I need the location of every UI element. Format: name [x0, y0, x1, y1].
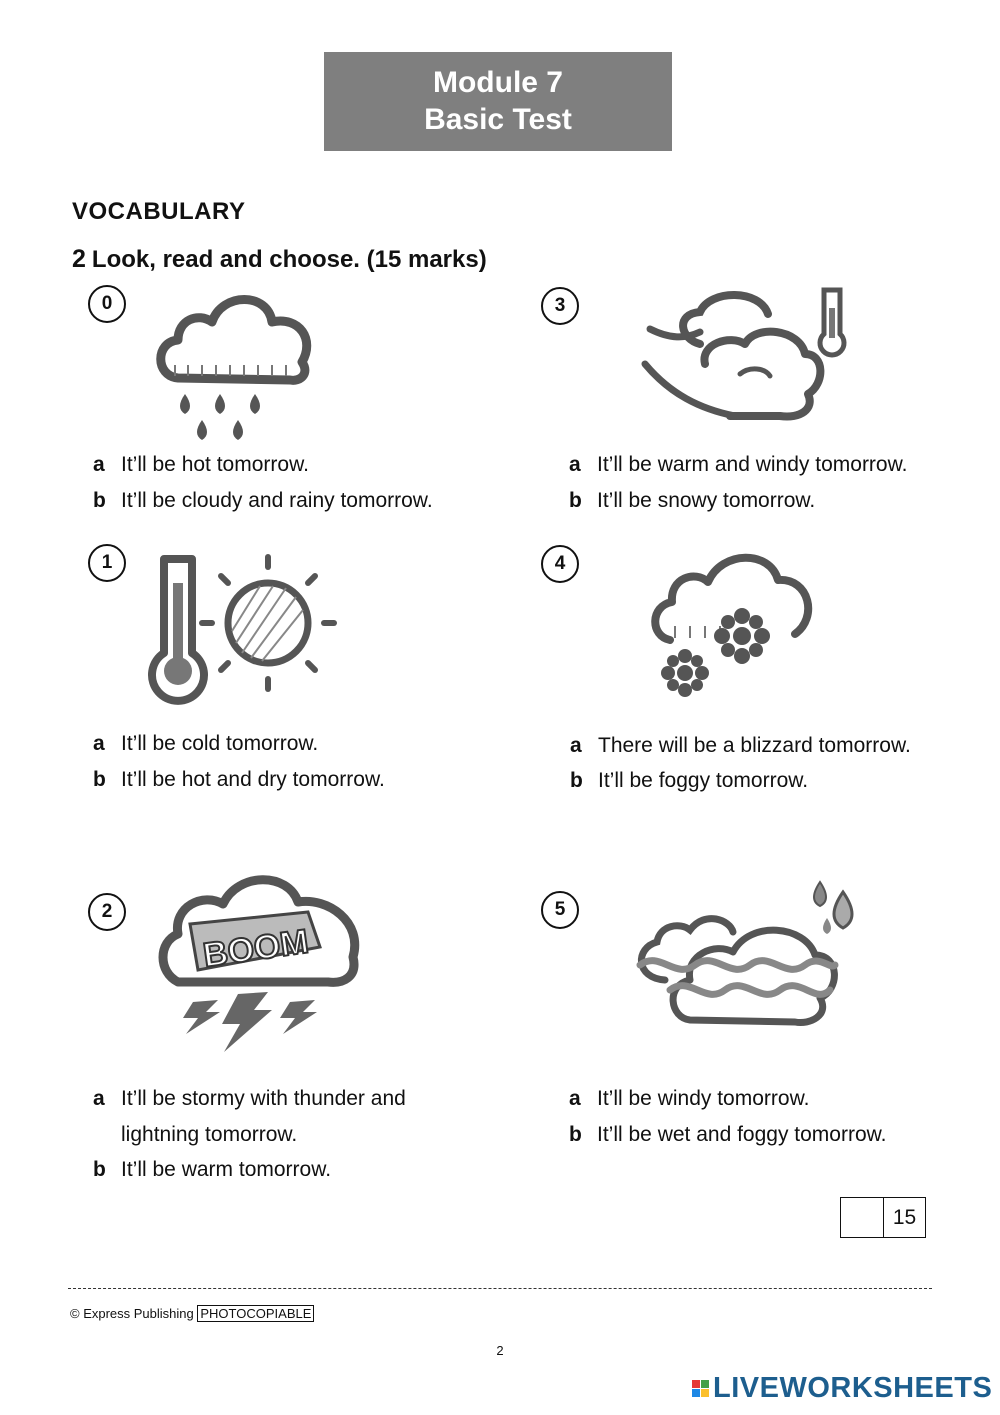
page-number: 2	[496, 1343, 504, 1358]
option-letter-b: b	[570, 769, 583, 792]
logo-square-blue	[692, 1389, 700, 1397]
logo-square-yellow	[701, 1389, 709, 1397]
item-number-1: 1	[88, 544, 126, 582]
item-0-option-b[interactable]	[93, 489, 433, 513]
option-text: It’ll be wet and foggy tomorrow.	[597, 1123, 887, 1146]
option-text: It’ll be warm and windy tomorrow.	[597, 453, 908, 476]
instruction	[72, 245, 487, 274]
option-letter-b: b	[93, 768, 106, 791]
option-text: It’ll be cloudy and rainy tomorrow.	[121, 489, 433, 512]
boom-text: BOOM	[200, 922, 311, 975]
option-letter-a: a	[93, 1087, 105, 1110]
option-text: It’ll be stormy with thunder and	[121, 1087, 406, 1110]
option-text: It’ll be warm tomorrow.	[121, 1158, 332, 1181]
logo-square-red	[692, 1380, 700, 1388]
storm-cloud-icon	[158, 872, 363, 1057]
option-text: It’ll be foggy tomorrow.	[598, 769, 809, 792]
item-3-option-a[interactable]	[569, 453, 907, 477]
item-2-option-a-continued: lightning tomorrow.	[121, 1123, 298, 1146]
score-input[interactable]	[841, 1198, 883, 1237]
item-5-option-b[interactable]	[569, 1123, 886, 1147]
item-4-option-a[interactable]	[570, 734, 911, 758]
option-text: It’ll be windy tomorrow.	[597, 1087, 810, 1110]
module-title: Module 7	[432, 66, 563, 99]
option-text: There will be a blizzard tomorrow.	[598, 734, 911, 757]
item-4-option-b[interactable]	[570, 769, 808, 793]
module-title-box	[324, 52, 672, 151]
item-2-option-b[interactable]	[93, 1158, 331, 1182]
footer-copyright	[70, 1306, 314, 1321]
item-number-4: 4	[541, 545, 579, 583]
module-subtitle: Basic Test	[424, 103, 572, 136]
item-1-option-a[interactable]	[93, 732, 318, 756]
liveworksheets-logo[interactable]	[692, 1372, 992, 1405]
option-letter-a: a	[569, 453, 581, 476]
instruction-number: 2	[72, 245, 86, 273]
section-title: VOCABULARY	[72, 198, 246, 225]
item-number-0: 0	[88, 285, 126, 323]
option-text: It’ll be hot and dry tomorrow.	[121, 768, 385, 791]
cloud-rain-icon	[150, 290, 320, 450]
option-letter-b: b	[93, 489, 106, 512]
logo-square-green	[701, 1380, 709, 1388]
option-letter-a: a	[569, 1087, 581, 1110]
item-number-2: 2	[88, 893, 126, 931]
wind-cloud-thermometer-icon	[640, 284, 855, 424]
option-letter-b: b	[93, 1158, 106, 1181]
option-letter-a: a	[93, 732, 105, 755]
score-total: 15	[892, 1206, 917, 1229]
item-number-3: 3	[541, 287, 579, 325]
item-0-option-a[interactable]	[93, 453, 309, 477]
photocopiable-label: PHOTOCOPIABLE	[197, 1305, 314, 1322]
item-3-option-b[interactable]	[569, 489, 815, 513]
instruction-text: Look, read and choose. (15 marks)	[91, 246, 487, 273]
snow-cloud-icon	[650, 548, 815, 698]
thermometer-sun-icon	[148, 553, 328, 703]
option-text: It’ll be hot tomorrow.	[121, 453, 309, 476]
option-text: It’ll be snowy tomorrow.	[597, 489, 816, 512]
option-letter-a: a	[93, 453, 105, 476]
brand-name: LIVEWORKSHEETS	[713, 1372, 993, 1404]
liveworksheets-logo-icon	[692, 1380, 709, 1397]
item-2-option-a[interactable]	[93, 1087, 406, 1111]
option-letter-a: a	[570, 734, 582, 757]
fog-cloud-icon	[635, 880, 865, 1030]
option-text: It’ll be cold tomorrow.	[121, 732, 319, 755]
footer-divider	[68, 1288, 932, 1289]
score-box	[840, 1197, 926, 1238]
item-5-option-a[interactable]	[569, 1087, 809, 1111]
item-1-option-b[interactable]	[93, 768, 385, 792]
option-letter-b: b	[569, 489, 582, 512]
copyright-text: © Express Publishing	[70, 1306, 194, 1321]
item-number-5: 5	[541, 891, 579, 929]
option-letter-b: b	[569, 1123, 582, 1146]
